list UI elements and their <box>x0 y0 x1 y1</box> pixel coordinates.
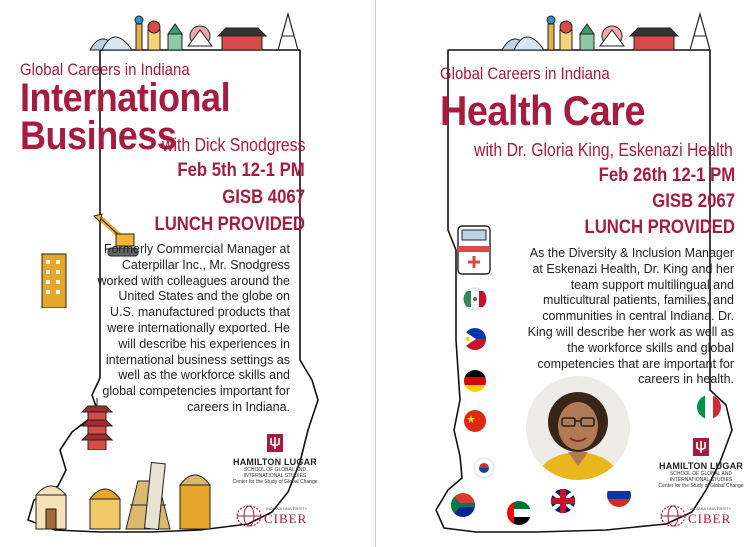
hamilton-lugar-logo <box>658 438 744 489</box>
globe-icon <box>236 505 262 527</box>
globe-icon <box>660 505 686 527</box>
uae-flag-icon <box>506 500 532 526</box>
ciber-logo <box>660 503 748 529</box>
ciber-label: CIBER <box>688 511 732 526</box>
poster-title-line2: Business <box>20 114 177 158</box>
logo-subtitle-3: Center for the Study of Global Change <box>232 479 318 485</box>
flags-column-icon <box>462 286 488 446</box>
ciber-logo <box>236 503 326 529</box>
ambulance-icon <box>454 222 494 278</box>
speaker-line: with Dr. Gloria King, Eskenazi Health <box>474 140 733 160</box>
mexico-flag-icon <box>464 288 487 310</box>
china-flag-icon <box>464 410 486 432</box>
skyscraper-icon <box>38 248 70 308</box>
russia-flag-icon <box>606 482 632 508</box>
event-location: GISB 2067 <box>652 191 735 212</box>
iu-trident-icon <box>693 438 709 456</box>
lunch-provided: LUNCH PROVIDED <box>584 217 735 238</box>
lunch-provided: LUNCH PROVIDED <box>154 214 305 235</box>
uk-flag-icon <box>551 489 575 513</box>
germany-flag-icon <box>462 368 488 394</box>
logo-subtitle-3: Center for the Study of Global Change <box>658 483 744 489</box>
event-description: Formerly Commercial Manager at Caterpillar Inc., Mr. Snodgress worked with colleagues around the United States and the globe on U.S. manufactured products that were internationally exported. He will describe his experiences in international business settings as well as the workforce skills and global competencies important for careers in Indiana. <box>97 242 290 414</box>
logo-subtitle-1: SCHOOL OF GLOBAL AND <box>243 467 307 473</box>
philippines-flag-icon <box>464 328 486 350</box>
logo-name: HAMILTON LUGAR <box>659 461 743 471</box>
korea-flag-icon <box>474 458 494 478</box>
series-title: Global Careers in Indiana <box>440 64 610 83</box>
ciber-small-text: INDIANA UNIVERSITY <box>690 506 732 511</box>
series-title: Global Careers in Indiana <box>20 60 190 79</box>
landmarks-skyline-icon <box>500 10 720 54</box>
flags-bottom-icon <box>446 452 646 532</box>
event-location: GISB 4067 <box>222 187 305 208</box>
south-africa-flag-icon <box>450 492 476 518</box>
poster-title: Health Care <box>440 87 646 134</box>
bottom-landmarks-icon <box>30 455 220 535</box>
event-date-time: Feb 26th 12-1 PM <box>598 165 735 186</box>
hamilton-lugar-logo <box>232 434 318 485</box>
logo-subtitle-2: INTERNATIONAL STUDIES <box>243 473 307 479</box>
logo-name: HAMILTON LUGAR <box>233 457 317 467</box>
landmarks-skyline-icon <box>88 10 308 54</box>
iu-trident-icon <box>267 434 283 452</box>
logo-subtitle-2: INTERNATIONAL STUDIES <box>669 477 733 483</box>
ciber-label: CIBER <box>264 511 308 526</box>
speaker-line: with Dick Snodgress <box>162 135 306 155</box>
logo-subtitle-1: SCHOOL OF GLOBAL AND <box>669 471 733 477</box>
italy-flag-icon <box>694 392 724 422</box>
ciber-small-text: INDIANA UNIVERSITY <box>266 506 308 511</box>
event-description: As the Diversity & Inclusion Manager at Eskenazi Health, Dr. King and her team support multilingual and multicultural patients, families, and communities in central Indiana. Dr. King will describe her work as well as the workforce skills and global competencies that are important for careers in health. <box>527 246 734 387</box>
event-date-time: Feb 5th 12-1 PM <box>177 160 305 181</box>
poster-health-care <box>376 0 750 547</box>
poster-title-line1: International <box>20 76 231 120</box>
pagoda-icon <box>80 398 114 450</box>
